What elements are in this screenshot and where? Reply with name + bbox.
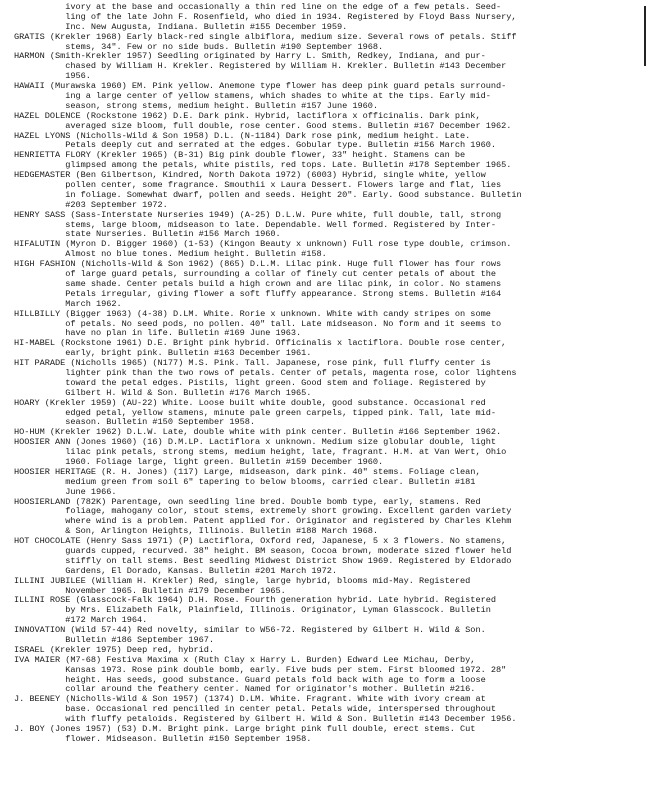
text-line: 1960. Foliage large, light green. Bulletin #159 December 1960. (14, 457, 384, 467)
text-line: ing a large center of yellow stamens, which shades to white at the tips. Early mid- (14, 92, 491, 102)
text-line: collar around the feathery center. Named for originator's mother. Bulletin #216. (14, 685, 476, 695)
text-line: where wind is a problem. Patent applied for. Originator and registered by Charles Klehm (14, 517, 512, 527)
text-line: guards cupped, recurved. 38" height. BM season, Cocoa brown, moderate sized flower held (14, 546, 512, 556)
text-line: of petals. No seed pods, no pollen. 40" tall. Late midseason. No form and it seems to (14, 319, 502, 329)
text-line: HAZEL DOLENCE (Rockstone 1962) D.E. Dark pink. Hybrid, lactiflora x officinalis. Dark pink, (14, 111, 481, 121)
text-line: pollen center, some fragrance. Smouthii x Laura Dessert. Flowers large and flat, lies (14, 181, 502, 191)
text-line: Gardens, El Dorado, Kansas. Bulletin #201 March 1972. (14, 566, 338, 576)
text-line: ISRAEL (Krekler 1975) Deep red, hybrid. (14, 645, 214, 655)
text-line: in foliage. Somewhat dwarf, pollen and seeds. Height 20". Early. Good substance. Bulletin (14, 190, 522, 200)
text-line: Inc. New Augusta, Indiana. Bulletin #155 December 1959. (14, 22, 348, 32)
text-line: ILLINI JUBILEE (William H. Krekler) Red, single, large hybrid, blooms mid-May. Registered (14, 576, 471, 586)
text-line: HEDGEMASTER (Ben Gilbertson, Kindred, North Dakota 1972) (6003) Hybrid, single white, yellow (14, 171, 486, 181)
text-line: GRATIS (Krekler 1968) Early black-red single albiflora, medium size. Several rows of petals. Stiff (14, 32, 517, 42)
text-line: flower. Midseason. Bulletin #150 September 1958. (14, 734, 312, 744)
text-line: Petals irregular, giving flower a soft fluffy appearance. Strong stems. Bulletin #164 (14, 289, 502, 299)
text-line: height. Has seeds, good substance. Guard petals fold back with age to form a loose (14, 675, 486, 685)
text-line: J. BOY (Jones 1957) (53) D.M. Bright pink. Large bright pink full double, erect stems. Cut (14, 725, 476, 735)
text-line: HOOSIER HERITAGE (R. H. Jones) (117) Large, midseason, dark pink. 40" stems. Foliage clean, (14, 467, 481, 477)
text-line: Bulletin #186 September 1967. (14, 636, 214, 645)
text-line: stems, large bloom, midseason to late. Dependable. Well formed. Registered by Inter- (14, 220, 496, 230)
text-line: HOARY (Krekler 1959) (AU-22) White. Loose built white double, good substance. Occasional red (14, 398, 486, 408)
text-line: season, strong stems, medium height. Bulletin #157 June 1960. (14, 101, 379, 111)
text-line: HAZEL LYONS (Nicholls-Wild & Son 1958) D.L. (N-1184) Dark rose pink, medium height. Late. (14, 131, 471, 141)
text-line: Kansas 1973. Rose pink double bomb, early. Five buds per stem. First bloomed 1972. 28" (14, 665, 507, 675)
text-line: #203 September 1972. (14, 200, 168, 210)
text-line: have no plan in life. Bulletin #169 June 1963. (14, 329, 302, 339)
text-line: HAWAII (Murawska 1960) EM. Pink yellow. Anemone type flower has deep pink guard petals surround- (14, 82, 507, 92)
text-line: by Mrs. Elizabeth Falk, Plainfield, Illinois. Originator, Lyman Glasscock. Bulletin (14, 606, 491, 616)
text-line: Gilbert H. Wild & Son. Bulletin #176 March 1965. (14, 388, 312, 398)
text-line: chased by William H. Krekler. Registered by William H. Krekler. Bulletin #143 December (14, 62, 507, 72)
text-line: season. Bulletin #150 September 1958. (14, 418, 255, 428)
text-line: HO-HUM (Krekler 1962) D.L.W. Late, double white with pink center. Bulletin #166 September 1962. (14, 428, 502, 438)
text-line: INNOVATION (Wild 57-44) Red novelty, similar to W56-72. Registered by Gilbert H. Wild & Son. (14, 626, 486, 636)
text-line: glimpsed among the petals, white pistils, red tops. Late. Bulletin #178 September 1965. (14, 161, 512, 171)
text-line: HIFALUTIN (Myron D. Bigger 1960) (1-53) (Kingon Beauty x unknown) Full rose type double, crimson. (14, 240, 512, 250)
margin-mark-top (644, 6, 646, 66)
text-line: stems, 34". Few or no side buds. Bulletin #190 September 1968. (14, 42, 384, 52)
text-line: November 1965. Bulletin #179 December 1965. (14, 586, 286, 596)
text-line: foliage, mahogany color, stout stems, extremely short growing. Excellent garden variety (14, 507, 512, 517)
text-line: ivory at the base and occasionally a thin red line on the edge of a few petals. Seed- (14, 3, 502, 12)
text-line: HI-MABEL (Rockstone 1961) D.E. Bright pink hybrid. Officinalis x lactiflora. Double rose center, (14, 339, 507, 349)
text-line: ILLINI ROSE (Glasscock-Falk 1964) D.H. Rose. Fourth generation hybrid. Late hybrid. Registered (14, 596, 496, 606)
text-line: HIT PARADE (Nicholls 1965) (N177) M.S. Pink. Tall. Japanese, rose pink, full fluffy center is (14, 359, 491, 369)
text-line: HENRY SASS (Sass-Interstate Nurseries 1949) (A-25) D.L.W. Pure white, full double, tall, strong (14, 210, 502, 220)
text-line: June 1966. (14, 487, 117, 497)
text-line: of large guard petals, surrounding a collar of finely cut center petals of about the (14, 270, 496, 280)
text-line: & Son, Arlington Heights, Illinois. Bulletin #188 March 1968. (14, 527, 379, 537)
text-line: same shade. Center petals build a high crown and are lilac pink, in color. No stamens (14, 279, 502, 289)
text-line: HIGH FASHION (Nicholls-Wild & Son 1962) (865) D.L.M. Lilac pink. Huge full flower has four rows (14, 260, 502, 270)
text-line: with fluffy petaloids. Registered by Gilbert H. Wild & Son. Bulletin #143 December 1956. (14, 715, 517, 725)
text-line: medium green from soil 6" tapering to below blooms, carried clear. Bulletin #181 (14, 477, 476, 487)
text-line: HOOSIER ANN (Jones 1960) (16) D.M.LP. Lactiflora x unknown. Medium size globular double, light (14, 438, 496, 448)
text-line: Almost no blue tones. Medium height. Bulletin #158. (14, 250, 327, 260)
text-line: March 1962. (14, 299, 122, 309)
text-line: base. Occasional red pencilled in center petal. Petals wide, interspersed throughout (14, 705, 496, 715)
text-line: IVA MAIER (M7-68) Festiva Maxima x (Ruth Clay x Harry L. Burden) Edward Lee Michau, Derby, (14, 655, 476, 665)
text-line: HENRIETTA FLORY (Krekler 1965) (B-31) Big pink double flower, 33" height. Stamens can be (14, 151, 466, 161)
text-line: ling of the late John F. Rosenfield, who died in 1934. Registered by Floyd Bass Nursery, (14, 12, 517, 22)
text-line: state Nurseries. Bulletin #156 March 1960. (14, 230, 281, 240)
text-line: stiffly on tall stems. Best seedling Midwest District Show 1969. Registered by Eldorado (14, 556, 512, 566)
text-line: lighter pink than the two rows of petals. Center of petals, magenta rose, color lightens (14, 368, 517, 378)
text-line: averaged size bloom, full double, rose center. Good stems. Bulletin #167 December 1962. (14, 121, 512, 131)
text-line: lilac pink petals, strong stems, medium height, late, fragrant. H.M. at Van Wert, Ohio (14, 448, 507, 458)
text-line: HOOSIERLAND (782K) Parentage, own seedling line bred. Double bomb type, early, stamens. Red (14, 497, 481, 507)
text-line: toward the petal edges. Pistils, light green. Good stem and foliage. Registered by (14, 378, 486, 388)
text-line: HILLBILLY (Bigger 1963) (4-38) D.LM. White. Rorie x unknown. White with candy stripes on some (14, 309, 491, 319)
text-line: J. BEENEY (Nicholls-Wild & Son 1957) (1374) D.LM. White. Fragrant. White with ivory cream at (14, 695, 486, 705)
text-line: edged petal, yellow stamens, minute pale green carpels, tipped pink. Tall, late mid- (14, 408, 496, 418)
text-line: #172 March 1964. (14, 616, 148, 626)
text-line: HOT CHOCOLATE (Henry Sass 1971) (P) Lactiflora, Oxford red, Japanese, 5 x 3 flowers. No stamens, (14, 537, 507, 547)
text-line: 1956. (14, 72, 91, 82)
text-line: early, bright pink. Bulletin #163 December 1961. (14, 349, 312, 359)
text-line: Petals deeply cut and serrated at the edges. Gobular type. Bulletin #156 March 1960. (14, 141, 496, 151)
text-line: HARMON (Smith-Krekler 1957) Seedling originated by Harry L. Smith, Redkey, Indiana, and pur- (14, 52, 486, 62)
